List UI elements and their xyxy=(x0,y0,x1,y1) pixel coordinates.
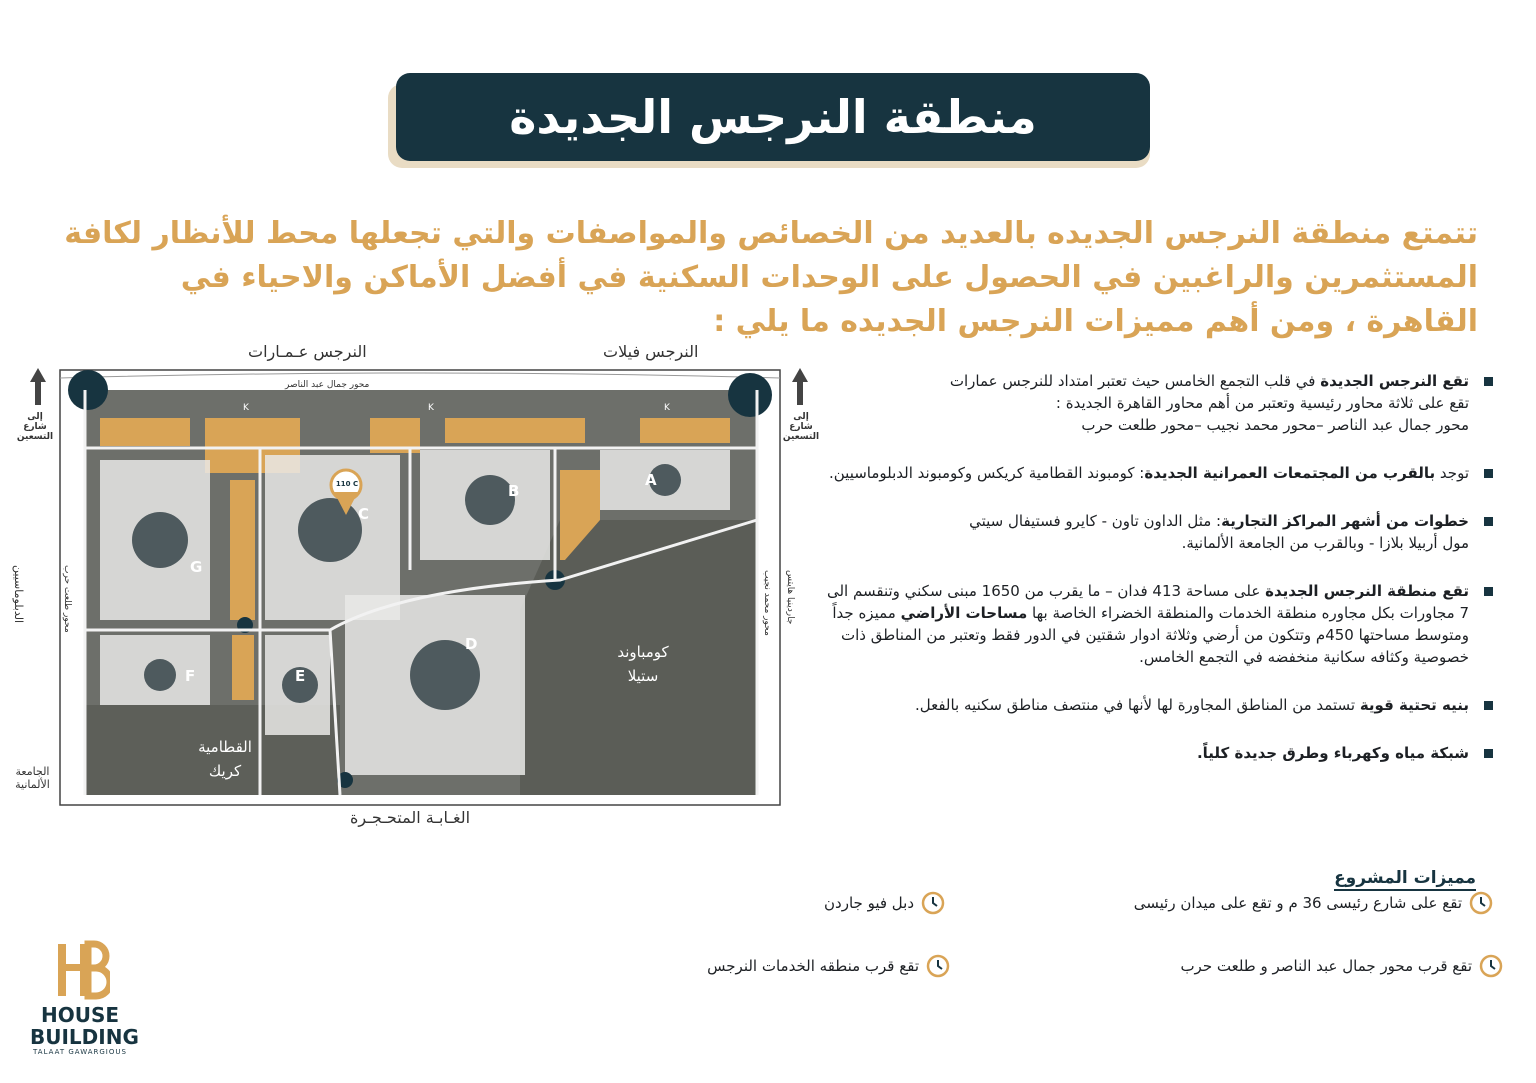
map-label-stella: كومباوند ستيلا xyxy=(617,643,669,685)
map-label-road-top: محور جمال عبد الناصر xyxy=(285,380,370,390)
map-label-mohamed-naguib: محور محمد نجيب xyxy=(762,570,772,636)
bullet-text: : كومبوند القطامية كريكس وكومبوند الدبلوماسيين. xyxy=(829,464,1145,482)
feature-text: تقع قرب محور جمال عبد الناصر و طلعت حرب xyxy=(1180,957,1472,975)
zone-b: B xyxy=(508,482,520,500)
project-features-title: مميزات المشروع xyxy=(1334,868,1476,891)
bullet-bold: خطوات من أشهر المراكز التجارية xyxy=(1221,512,1469,530)
clock-icon xyxy=(925,953,951,979)
features-bullet-list xyxy=(815,370,1495,790)
bullet-item xyxy=(815,462,1495,484)
zone-a: A xyxy=(645,471,657,489)
bullet-text: تستمد من المناطق المجاورة لها لأنها في منتصف مناطق سكنيه بالفعل. xyxy=(914,696,1360,714)
map-graphic xyxy=(0,330,820,840)
map-label-katameya: القطامية كريك xyxy=(198,738,252,780)
logo-brand-line2: BUILDING xyxy=(30,1025,139,1049)
logo-subtitle: TALAAT GAWARGIOUS xyxy=(33,1048,127,1056)
bullet-text-line: مول أربيلا بلازا - وبالقرب من الجامعة الألمانية. xyxy=(1181,534,1469,552)
bullet-item xyxy=(815,370,1495,436)
k-mark: K xyxy=(664,403,670,413)
map-pin-label: 110 C xyxy=(335,480,359,488)
map-label-narges-villas: النرجس فيلات xyxy=(603,342,699,361)
bullet-item xyxy=(815,742,1495,764)
bullet-text: مميزه جداً ومتوسط مساحتها 450م وتتكون من أرضي وثلاثة ادوار شقتين في الدور فقط وتعتبر من المناطق ذات خصوصية وكثافه سكانية منخفضه في التجمع الخامس. xyxy=(832,604,1469,666)
clock-icon xyxy=(1468,890,1494,916)
zone-d: D xyxy=(465,635,478,653)
clock-icon xyxy=(920,890,946,916)
map-label-left-arrow: إلى شارع التسعين xyxy=(16,412,54,442)
title-banner xyxy=(396,73,1150,161)
bullet-text-line: محور جمال عبد الناصر –محور محمد نجيب –محور طلعت حرب xyxy=(1081,416,1469,434)
k-mark: K xyxy=(243,403,249,413)
bullet-text-line: تقع على ثلاثة محاور رئيسية وتعتبر من أهم محاور القاهرة الجديدة : xyxy=(1055,394,1469,412)
bullet-item xyxy=(815,580,1495,668)
bullet-square-icon xyxy=(1484,469,1493,478)
feature-item xyxy=(1134,890,1494,916)
bullet-square-icon xyxy=(1484,587,1493,596)
map-label-gardenia: جاردينيا هايتس xyxy=(785,570,795,625)
bullet-text: توجد xyxy=(1435,464,1469,482)
map-label-diplomats: الدبلوماسيين xyxy=(12,565,25,624)
feature-text: دبل فيو جاردن xyxy=(824,894,914,912)
bullet-text: في قلب التجمع الخامس حيث تعتبر امتداد للنرجس عمارات xyxy=(949,372,1321,390)
logo-brand-line1: HOUSE xyxy=(40,1003,120,1027)
feature-text: تقع على شارع رئيسى 36 م و تقع على ميدان رئيسى xyxy=(1133,894,1462,912)
bullet-bold: تقع منطقة النرجس الجديدة xyxy=(1265,582,1469,600)
feature-item xyxy=(1180,953,1504,979)
bullet-bold: مساحات الأراضي xyxy=(900,604,1028,622)
feature-item xyxy=(707,953,951,979)
bullet-item xyxy=(815,510,1495,554)
feature-text: تقع قرب منطقه الخدمات النرجس xyxy=(707,957,919,975)
zone-c: C xyxy=(358,505,370,523)
page-title: منطقة النرجس الجديدة xyxy=(509,90,1037,144)
zone-f: F xyxy=(185,667,196,685)
map-label-talaat-harb: محور طلعت حرب xyxy=(62,565,72,633)
zone-g: G xyxy=(190,558,203,576)
map-label-narges-buildings: النرجس عـمـارات xyxy=(248,342,367,361)
bullet-text: على مساحة 413 فدان – ما يقرب من 1650 مبنى سكني وتنقسم الى 7 مجاورات بكل مجاوره منطقة الخدمات والمنطقة الخضراء الخاصة بها xyxy=(826,582,1469,622)
bullet-square-icon xyxy=(1484,749,1493,758)
bullet-square-icon xyxy=(1484,517,1493,526)
bullet-square-icon xyxy=(1484,701,1493,710)
map-label-german-university: الجامعة الألمانية xyxy=(15,765,50,791)
bullet-bold: شبكة مياه وكهرباء وطرق جديدة كلياً. xyxy=(1196,744,1469,762)
map-label-petrified-forest: الغـابـة المتحـجـرة xyxy=(350,808,471,827)
house-building-logo xyxy=(30,940,139,1056)
bullet-square-icon xyxy=(1484,377,1493,386)
zone-e: E xyxy=(295,667,306,685)
k-mark: K xyxy=(428,403,434,413)
clock-icon xyxy=(1478,953,1504,979)
bullet-text: : مثل الداون تاون - كايرو فستيفال سيتي xyxy=(969,512,1222,530)
bullet-bold: بنيه تحتية قوية xyxy=(1359,696,1469,714)
bullet-item xyxy=(815,694,1495,716)
map-label-right-arrow: إلى شارع التسعين xyxy=(782,412,820,442)
feature-item xyxy=(824,890,946,916)
logo-mark-icon xyxy=(50,940,110,1000)
intro-paragraph: تتمتع منطقة النرجس الجديده بالعديد من الخصائص والمواصفات والتي تجعلها محط للأنظار لكافة المستثمرين والراغبين في الحصول على الوحدات السكنية في أفضل الأماكن والاحياء في القاهرة ، ومن أهم مميزات النرجس الجديده ما يلي : xyxy=(64,216,1478,339)
bullet-bold: بالقرب من المجتمعات العمرانية الجديدة xyxy=(1144,464,1436,482)
bullet-bold: تقع النرجس الجديدة xyxy=(1320,372,1469,390)
area-map xyxy=(0,330,820,840)
